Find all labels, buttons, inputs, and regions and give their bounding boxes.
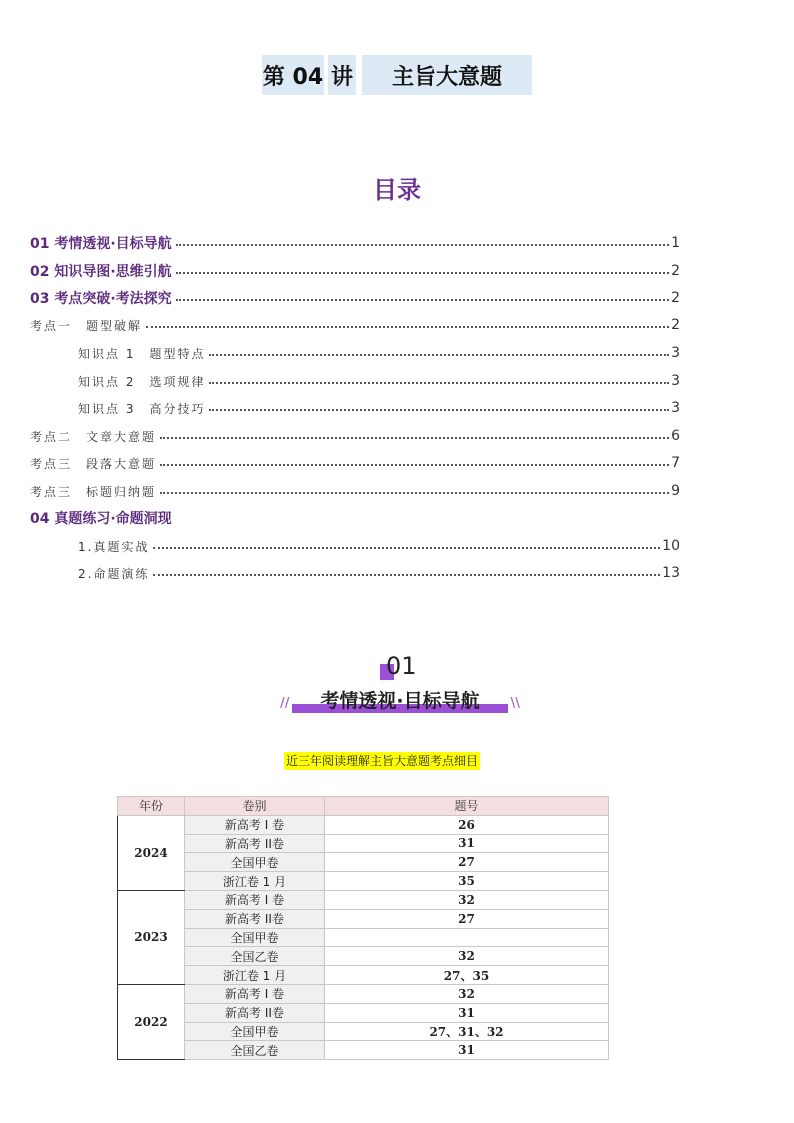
paper-cell: 浙江卷 1 月 (185, 966, 325, 985)
toc-entry-page: 10 (662, 538, 680, 554)
toc-entry-page: 3 (671, 373, 680, 389)
title-part-topic: 主旨大意题 (362, 55, 532, 95)
question-number-cell: 27 (325, 909, 609, 928)
toc-leader-dots (160, 464, 669, 466)
toc-entry-label: 考点一 题型破解 (30, 318, 143, 333)
toc-entry-label: 知识点 1 题型特点 (78, 346, 206, 361)
toc-leader-dots (209, 354, 669, 356)
question-number-cell: 27 (325, 853, 609, 872)
table-row (118, 1003, 609, 1022)
paper-cell: 全国甲卷 (185, 853, 325, 872)
toc-entry[interactable] (30, 232, 680, 254)
table-caption: 近三年阅读理解主旨大意题考点细目 (286, 754, 479, 768)
title-part-number: 第 04 (262, 55, 324, 95)
toc-entry[interactable] (30, 260, 680, 282)
table-row (118, 984, 609, 1003)
header-year: 年份 (118, 797, 185, 816)
toc-entry-label: 02 知识导图·思维引航 (30, 264, 172, 280)
toc-entry-label: 考点二 文章大意题 (30, 429, 157, 444)
toc-entry-label: 04 真题练习·命题洞现 (30, 511, 172, 527)
paper-cell: 全国甲卷 (185, 928, 325, 947)
paper-cell: 全国甲卷 (185, 1022, 325, 1041)
section-number: 01 (386, 652, 417, 680)
table-row (118, 815, 609, 834)
toc-entry-label: 2.命题演练 (78, 566, 150, 581)
slash-decoration-left: // (280, 696, 290, 711)
toc-leader-dots (160, 492, 669, 494)
toc-entry-page: 3 (671, 400, 680, 416)
document-title (262, 55, 532, 95)
question-number-cell (325, 928, 609, 947)
paper-cell: 新高考 I 卷 (185, 890, 325, 909)
toc-leader-dots (209, 409, 669, 411)
toc-entry-page: 2 (671, 290, 680, 306)
toc-leader-dots (176, 244, 669, 246)
toc-entry[interactable] (30, 562, 680, 584)
toc-entry-page: 6 (671, 428, 680, 444)
toc-leader-dots (153, 547, 660, 549)
paper-cell: 新高考 II卷 (185, 834, 325, 853)
table-row (118, 890, 609, 909)
question-number-cell: 27、31、32 (325, 1022, 609, 1041)
toc-leader-dots (160, 437, 669, 439)
toc-entry[interactable] (30, 480, 680, 502)
table-row (118, 947, 609, 966)
toc-entry-page: 3 (671, 345, 680, 361)
question-number-cell: 32 (325, 984, 609, 1003)
paper-cell: 新高考 II卷 (185, 1003, 325, 1022)
toc-leader-dots (146, 326, 669, 328)
toc-entry[interactable] (30, 452, 680, 474)
toc-entry-label: 01 考情透视·目标导航 (30, 236, 172, 252)
toc-entry[interactable] (30, 370, 680, 392)
toc-leader-dots (176, 272, 669, 274)
question-number-cell: 31 (325, 834, 609, 853)
toc-entry[interactable] (30, 342, 680, 364)
question-number-cell: 31 (325, 1041, 609, 1060)
toc-entry-page: 9 (671, 483, 680, 499)
table-row (118, 872, 609, 891)
year-cell: 2023 (118, 890, 185, 984)
question-number-cell: 32 (325, 947, 609, 966)
paper-cell: 新高考 II卷 (185, 909, 325, 928)
table-row (118, 1041, 609, 1060)
toc-entry-label: 知识点 2 选项规律 (78, 374, 206, 389)
toc-entry-page: 2 (671, 263, 680, 279)
table-row (118, 1022, 609, 1041)
paper-cell: 新高考 I 卷 (185, 984, 325, 1003)
table-header-row (118, 797, 609, 816)
question-number-cell: 31 (325, 1003, 609, 1022)
header-question: 题号 (325, 797, 609, 816)
header-paper: 卷别 (185, 797, 325, 816)
table-row (118, 853, 609, 872)
toc-entry[interactable] (30, 535, 680, 557)
toc-entry-label: 知识点 3 高分技巧 (78, 401, 206, 416)
toc-entry[interactable] (30, 507, 680, 529)
question-number-cell: 26 (325, 815, 609, 834)
section-title: 考情透视·目标导航 (320, 690, 480, 712)
toc-entry-page: 13 (662, 565, 680, 581)
table-row (118, 909, 609, 928)
toc-entry-label: 03 考点突破·考法探究 (30, 291, 172, 307)
question-number-cell: 32 (325, 890, 609, 909)
toc-leader-dots (153, 574, 660, 576)
toc-entry-page: 2 (671, 317, 680, 333)
toc-entry-page: 1 (671, 235, 680, 251)
toc-entry-label: 考点三 段落大意题 (30, 456, 157, 471)
toc-entry[interactable] (30, 425, 680, 447)
toc-leader-dots (176, 299, 669, 301)
exam-question-table (117, 796, 609, 1060)
year-cell: 2024 (118, 815, 185, 890)
table-row (118, 834, 609, 853)
year-cell: 2022 (118, 984, 185, 1059)
section-title-banner (280, 686, 520, 716)
toc-entry[interactable] (30, 314, 680, 336)
toc-leader-dots (209, 382, 669, 384)
table-row (118, 928, 609, 947)
title-part-lecture: 讲 (328, 55, 356, 95)
toc-entry-page: 7 (671, 455, 680, 471)
table-row (118, 966, 609, 985)
toc-entry-label: 1.真题实战 (78, 539, 150, 554)
toc-heading: 目录 (373, 176, 421, 204)
toc-entry-label: 考点三 标题归纳题 (30, 484, 157, 499)
question-number-cell: 27、35 (325, 966, 609, 985)
section-number-badge (380, 652, 420, 682)
paper-cell: 全国乙卷 (185, 947, 325, 966)
toc-entry[interactable] (30, 397, 680, 419)
paper-cell: 全国乙卷 (185, 1041, 325, 1060)
paper-cell: 新高考 I 卷 (185, 815, 325, 834)
slash-decoration-right: \\ (510, 696, 520, 711)
question-number-cell: 35 (325, 872, 609, 891)
paper-cell: 浙江卷 1 月 (185, 872, 325, 891)
toc-entry[interactable] (30, 287, 680, 309)
